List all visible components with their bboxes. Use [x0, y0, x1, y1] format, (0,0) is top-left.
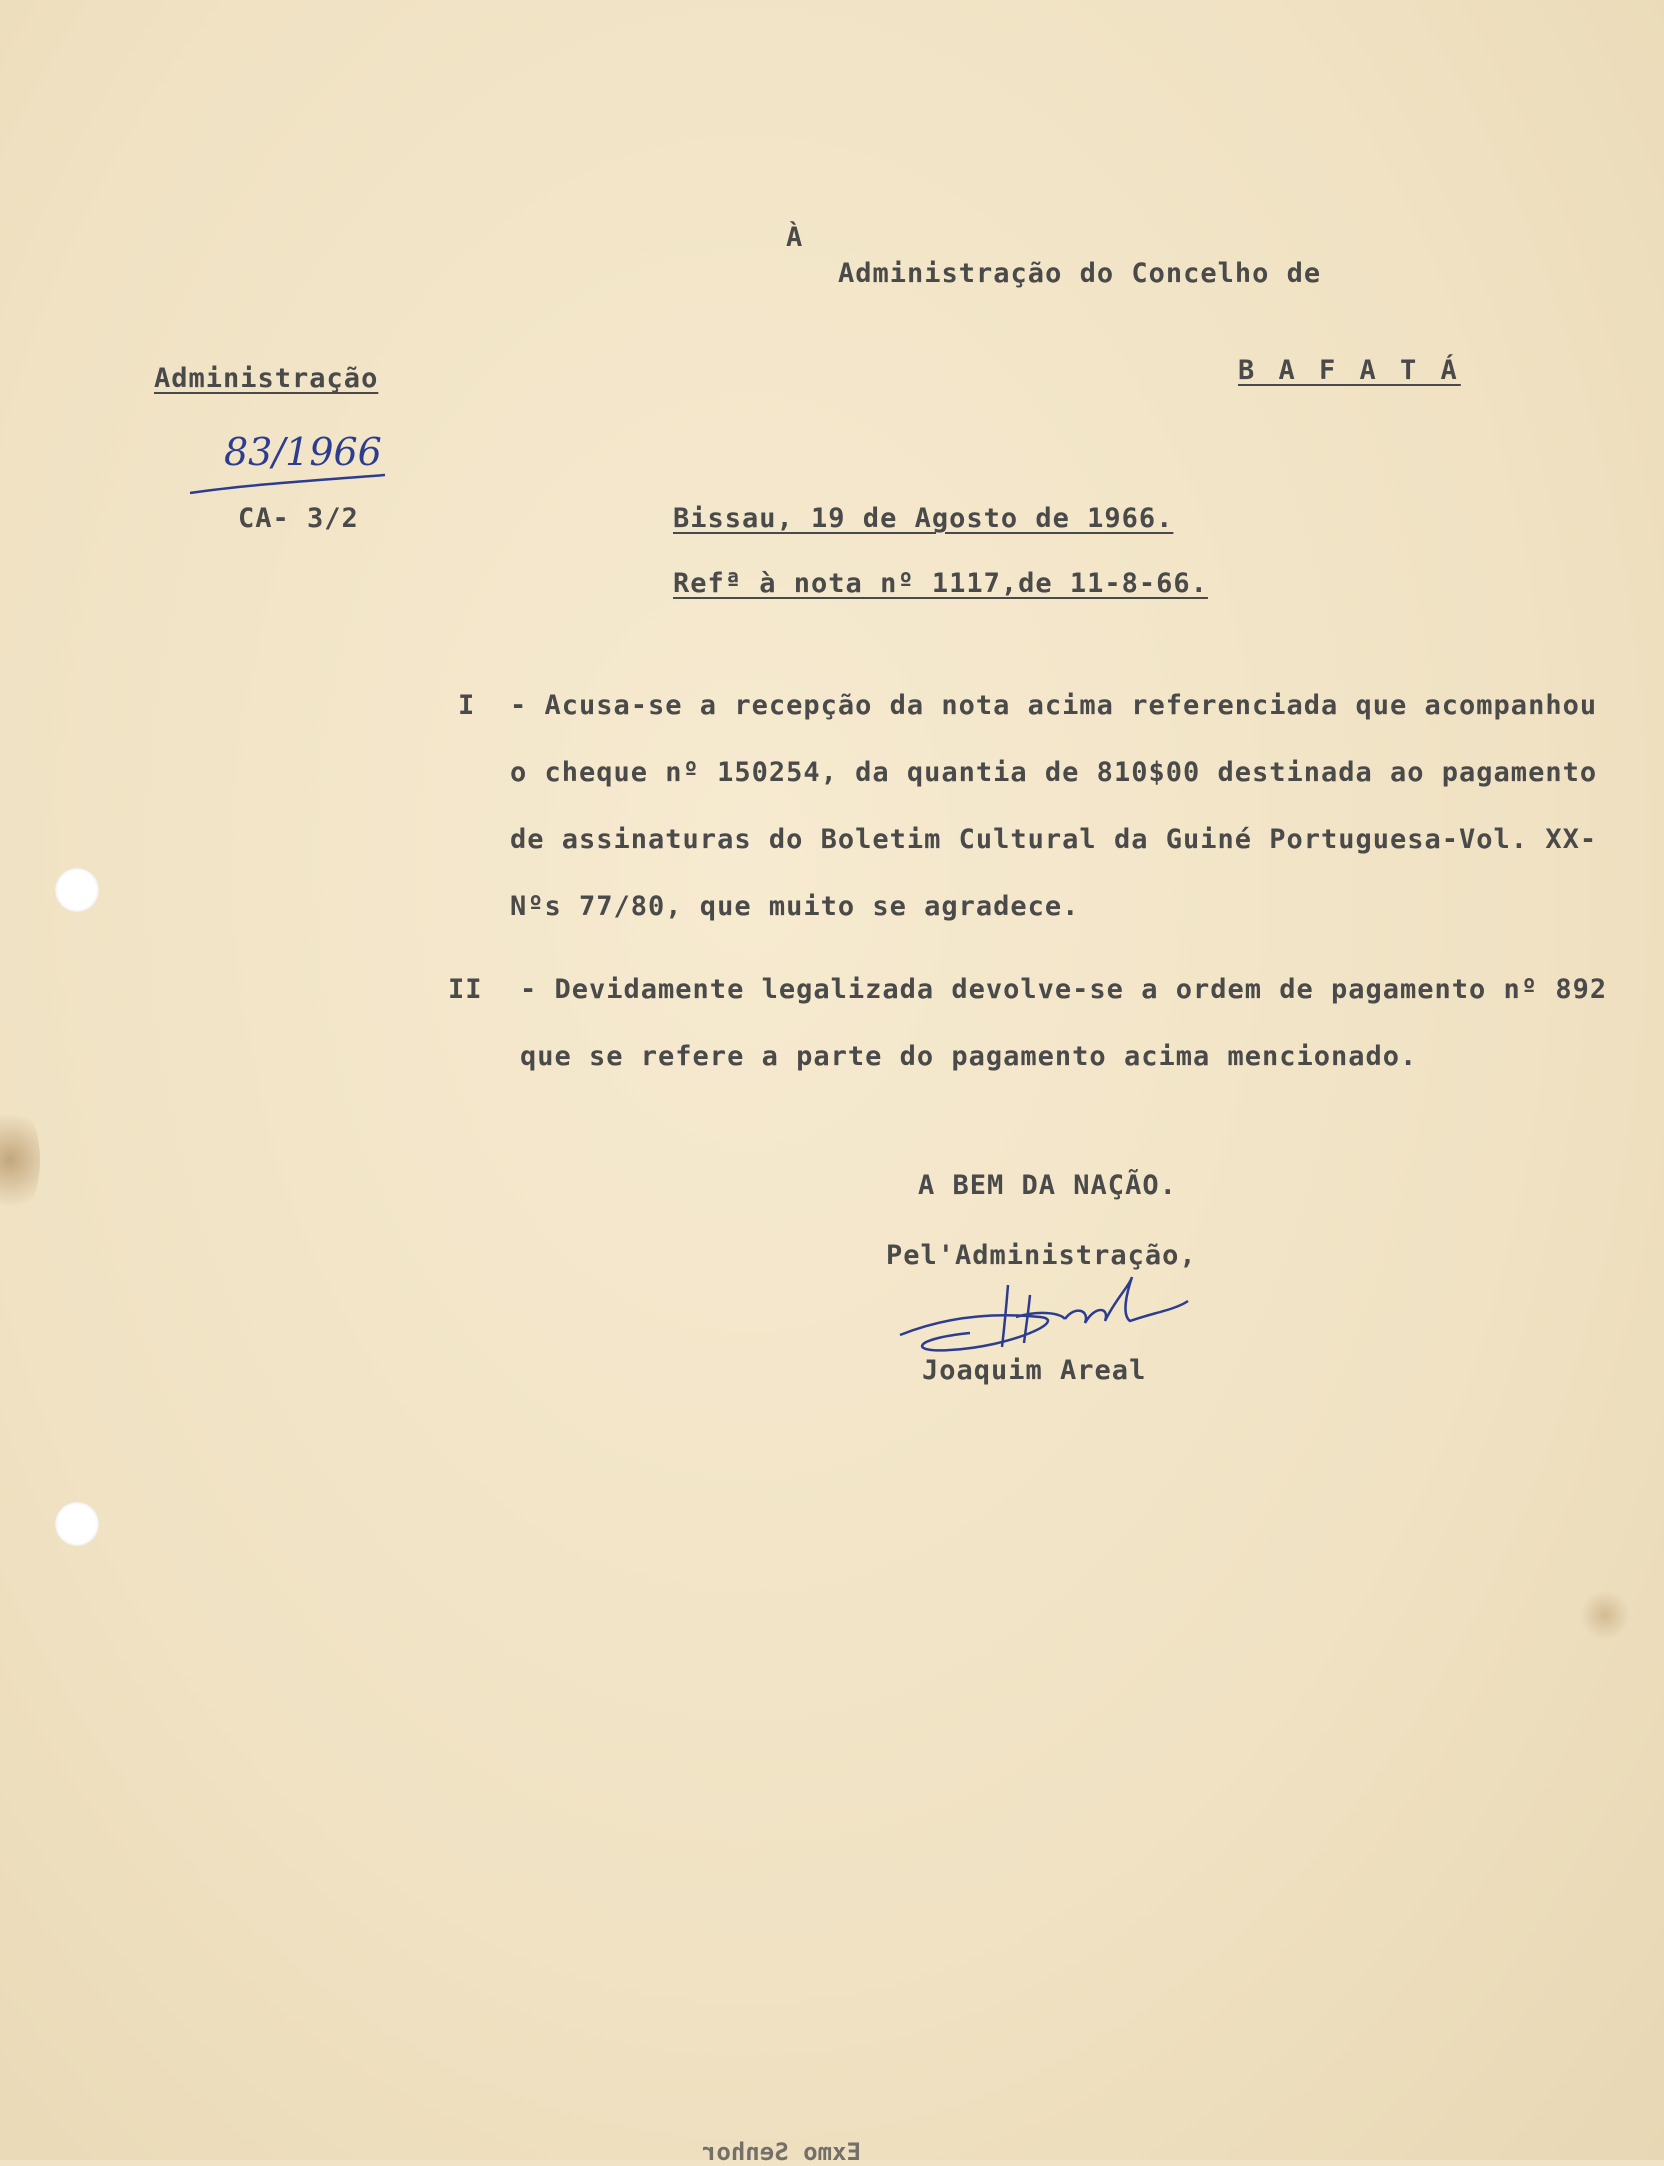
handwritten-reference: 83/1966: [224, 430, 382, 474]
reference-line: Refª à nota nº 1117,de 11-8-66.: [673, 568, 1208, 599]
signature-role: Pel'Administração,: [886, 1240, 1197, 1271]
handwritten-signature: [890, 1255, 1210, 1365]
closing-formula: A BEM DA NAÇÃO.: [918, 1170, 1177, 1201]
paragraph-1-line-3: de assinaturas do Boletim Cultural da Guiné Portuguesa-Vol. XX-: [510, 824, 1598, 855]
paragraph-1-line-2: o cheque nº 150254, da quantia de 810$00 destinada ao pagamento: [510, 757, 1598, 788]
paragraph-2-numeral: II: [448, 974, 483, 1005]
signatory-name: Joaquim Areal: [922, 1355, 1147, 1386]
addressee-line: Administração do Concelho de: [838, 258, 1322, 289]
punch-hole-bottom: [55, 1502, 99, 1546]
handwritten-underline: [185, 455, 395, 500]
paragraph-1-numeral: I: [458, 690, 476, 721]
paragraph-1-line-1: - Acusa-se a recepção da nota acima referenciada que acompanhou: [510, 690, 1598, 721]
bleed-through-text: Exmo Senhor: [702, 2138, 861, 2166]
stain-right: [1580, 1590, 1630, 1640]
sender-office: Administração: [154, 363, 379, 394]
stain-left: [0, 1100, 40, 1220]
paragraph-2-line-2: que se refere a parte do pagamento acima mencionado.: [520, 1041, 1418, 1072]
paragraph-1-line-4: Nºs 77/80, que muito se agradece.: [510, 891, 1080, 922]
file-code: CA- 3/2: [238, 503, 359, 534]
paragraph-2-line-1: - Devidamente legalizada devolve-se a ordem de pagamento nº 892: [520, 974, 1608, 1005]
date-line: Bissau, 19 de Agosto de 1966.: [673, 503, 1174, 534]
addressee-place: B A F A T Á: [1238, 355, 1461, 386]
salutation-prefix: À: [786, 222, 804, 253]
punch-hole-top: [55, 868, 99, 912]
